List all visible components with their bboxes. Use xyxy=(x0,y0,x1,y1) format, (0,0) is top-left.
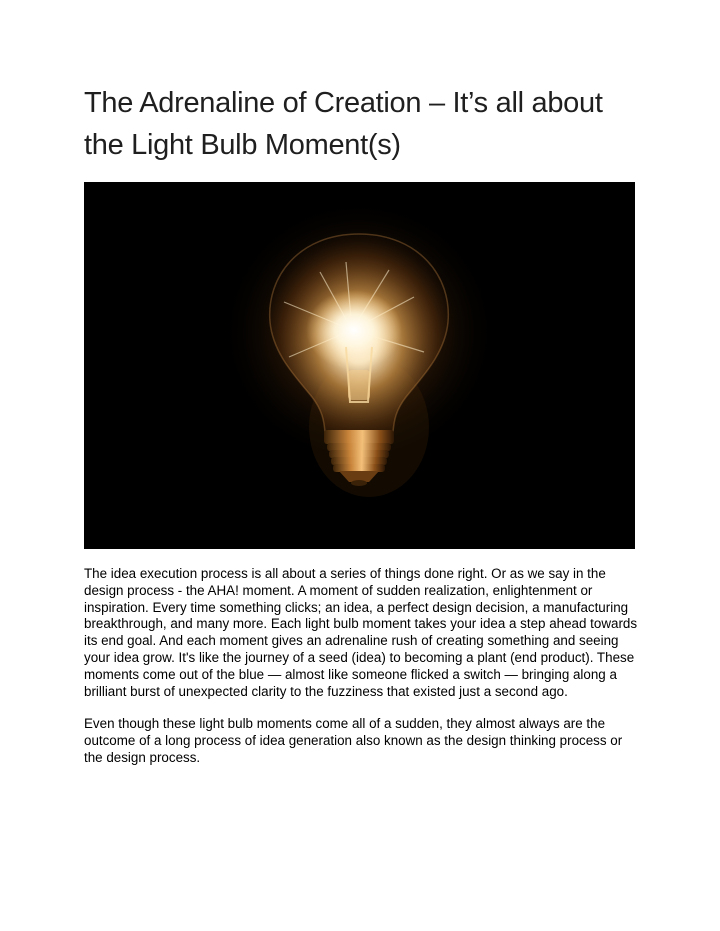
paragraph: Even though these light bulb moments come all of a sudden, they almost always are the outcome of a long process of idea generation also known as the design thinking process or the design process. xyxy=(84,716,623,765)
article-body xyxy=(84,566,640,783)
paragraph: The idea execution process is all about a series of things done right. Or as we say in the design process - the AHA! moment. A moment of sudden realization, enlightenment or inspiration. Every time something clicks; an idea, a perfect design decision, a manufacturing breakthrough, and many more. Each light bulb moment takes your idea a step ahead towards its end goal. And each moment gives an adrenaline rush of creating something and seeing your idea grow. It's like the journey of a seed (idea) to becoming a plant (end product). These moments come out of the blue — almost like someone flicked a switch — bringing along a brilliant burst of unexpected clarity to the fuzziness that existed just a second ago. xyxy=(84,566,638,699)
light-bulb-image xyxy=(84,182,635,549)
page-title: The Adrenaline of Creation – It’s all about the Light Bulb Moment(s) xyxy=(84,87,603,161)
light-bulb-icon xyxy=(84,182,635,549)
